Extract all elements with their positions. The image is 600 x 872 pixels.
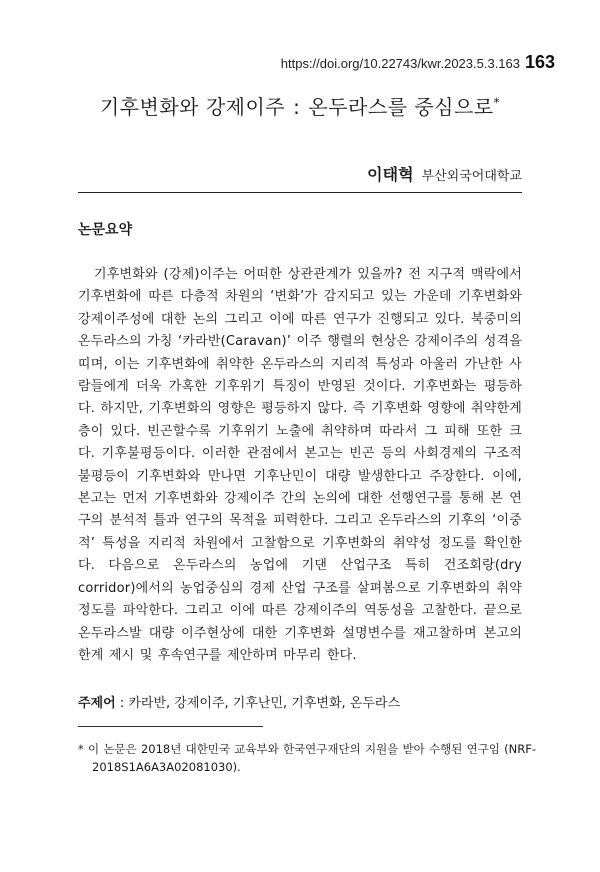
title-divider (78, 192, 522, 193)
keywords (78, 692, 400, 711)
page-number: 163 (525, 52, 556, 72)
footnote-mark: * (78, 742, 84, 756)
author-name: 이태혁 (367, 165, 414, 184)
title-main: 기후변화와 강제이주 (99, 95, 286, 119)
keywords-separator: : (119, 696, 125, 711)
paper-title (0, 91, 600, 120)
title-separator: : (293, 95, 301, 119)
author-affiliation: 부산외국어대학교 (421, 169, 522, 184)
keywords-list: 카라반, 강제이주, 기후난민, 기후변화, 온두라스 (128, 696, 401, 711)
keywords-label: 주제어 (78, 696, 116, 711)
abstract-heading: 논문요약 (78, 222, 133, 238)
author-line (367, 162, 522, 185)
title-footnote-mark: * (493, 95, 501, 110)
footnote (78, 740, 536, 776)
footnote-divider (78, 726, 263, 727)
footnote-text: 이 논문은 2018년 대한민국 교육부와 한국연구재단의 지원을 받아 수행된 연구임 (NRF-2018S1A6A3A02081030). (88, 742, 537, 774)
doi-link[interactable] (0, 56, 520, 71)
title-subtitle: 온두라스를 중심으로 (308, 95, 494, 119)
abstract-body: 기후변화와 (강제)이주는 어떠한 상관관계가 있을까? 전 지구적 맥락에서 기후변화에 따른 다층적 차원의 ‘변화’가 감지되고 있는 가운데 기후변화와 강제이주성에 대한 논의 그리고 이에 따른 연구가 진행되고 있다. 북중미의 온두라스의 가칭 ‘카라반(Caravan)’ 이주 행렬의 현상은 강제이주의 성격을 띠며, 이는 기후변화에 취약한 온두라스의 지리적 특성과 아울러 가난한 사람들에게 더욱 가혹한 기후위기 특징이 반영된 것이다. 기후변화는 평등하다. 하지만, 기후변화의 영향은 평등하지 않다. 즉 기후변화 영향에 취약한계층이 있다. 빈곤할수록 기후위기 노출에 취약하며 따라서 그 피해 또한 크다. 기후불평등이다. 이러한 관점에서 본고는 빈곤 등의 사회경제의 구조적 불평등이 기후변화와 만나면 기후난민이 대량 발생한다고 주장한다. 이에, 본고는 먼저 기후변화와 강제이주 간의 논의에 대한 선행연구를 통해 본 연구의 분석적 틀과 연구의 목적을 피력한다. 그리고 온두라스의 기후의 ‘이중적’ 특성을 지리적 차원에서 고찰함으로 기후변화의 취약성 정도를 확인한다. 다음으로 온두라스의 농업에 기댄 산업구조 특히 건조회랑(dry corridor)에서의 농업중심의 경제 산업 구조를 살펴봄으로 기후변화의 취약정도를 파악한다. 그리고 이에 따른 강제이주의 역동성을 고찰한다. 끝으로 온두라스발 대량 이주현상에 대한 기후변화 설명변수를 재고찰하며 본고의 한계 제시 및 후속연구를 제안하며 마무리 한다. (78, 267, 522, 663)
doi-text[interactable]: https://doi.org/10.22743/kwr.2023.5.3.163 (280, 56, 520, 71)
